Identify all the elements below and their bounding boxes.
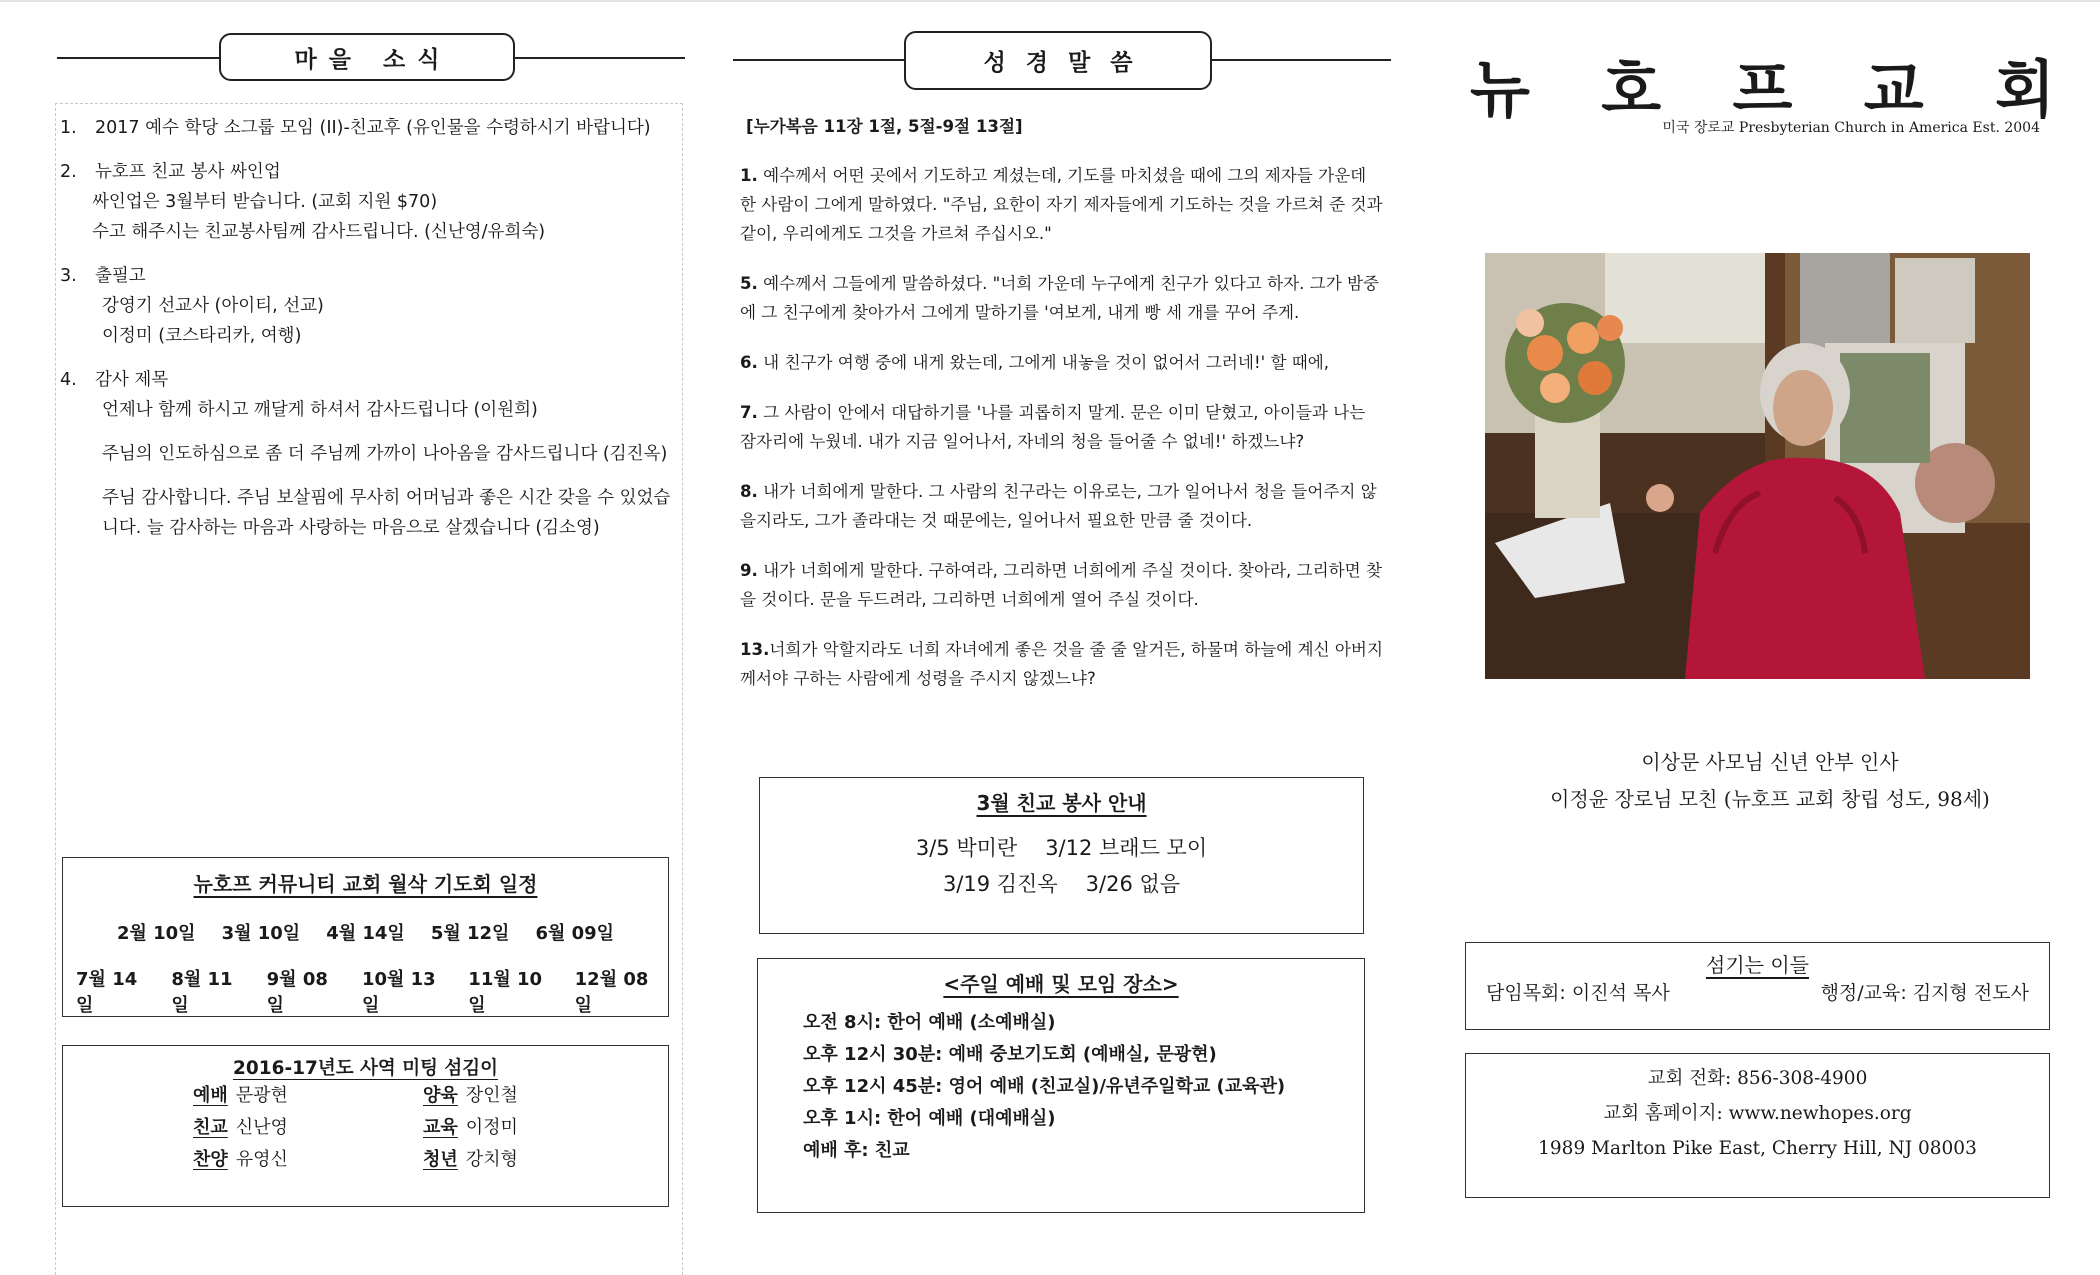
bible-verse — [740, 161, 1385, 248]
church-name-char: 회 — [1995, 53, 2055, 126]
servers-row — [1466, 978, 2049, 1005]
ministry-person: 신난영 — [235, 1117, 288, 1138]
bible-verse — [740, 635, 1385, 693]
verse-text: 예수께서 그들에게 말씀하셨다. "너희 가운데 누구에게 친구가 있다고 하자. 그가 밤중에 그 친구에게 찾아가서 그에게 말하기를 '여보게, 내게 빵 세 개를 꾸어 주게. — [740, 274, 1380, 322]
news-item-header — [60, 157, 680, 187]
prayer-date: 8월 11일 — [171, 969, 233, 1016]
ministry-entry — [423, 1080, 623, 1112]
servers-admin: 행정/교육: 김지형 전도사 — [1820, 982, 2029, 1004]
servers-title: 섬기는 이들 — [1706, 953, 1809, 977]
servers-box — [1465, 942, 2050, 1030]
worship-lines — [758, 1007, 1364, 1167]
verse-text: 내가 너희에게 말한다. 구하여라, 그리하면 너희에게 주실 것이다. 찾아라, 그리하면 찾을 것이다. 문을 두드려라, 그리하면 너희에게 열어 주실 것이다. — [740, 561, 1382, 609]
ministry-meeting-title: 2016-17년도 사역 미팅 섬김이 — [232, 1058, 499, 1079]
bible-verse — [740, 269, 1385, 327]
church-name-char: 교 — [1863, 53, 1924, 126]
fellowship-entry: 3/19 김진옥 — [942, 872, 1058, 896]
thanks-entry: 주님의 인도하심으로 좀 더 주님께 가까이 나아옴을 감사드립니다 (김진옥) — [102, 444, 668, 464]
ministry-entry — [193, 1080, 423, 1112]
greeting-photo-image — [1485, 253, 2030, 679]
ministry-role: 교육 — [423, 1117, 458, 1138]
fellowship-entry: 3/26 없음 — [1085, 872, 1181, 896]
thanks-entry: 주님 감사합니다. 주님 보살핌에 무사히 어머님과 좋은 시간 갖을 수 있었습니다. 늘 감사하는 마음과 사랑하는 마음으로 살겠습니다 (김소영) — [102, 488, 671, 538]
fellowship-entry: 3/5 박미란 — [915, 836, 1018, 860]
ministry-person: 장인철 — [465, 1085, 518, 1106]
ministry-role: 예배 — [193, 1085, 228, 1106]
prayer-schedule-title: 뉴호프 커뮤니티 교회 월삭 기도회 일정 — [193, 872, 538, 896]
ministry-role: 친교 — [193, 1117, 228, 1138]
church-phone: 교회 전화: 856-308-4900 — [1647, 1068, 1868, 1089]
bible-verse — [740, 398, 1385, 456]
news-list — [60, 113, 680, 557]
verse-text: 예수께서 어떤 곳에서 기도하고 계셨는데, 기도를 마치셨을 때에 그의 제자들 가운데 한 사람이 그에게 말하였다. "주님, 요한이 자기 제자들에게 기도하는 것을 가르쳐 준 것과 같이, 우리에게도 그것을 가르쳐 주십시오." — [740, 166, 1383, 243]
worship-box — [757, 958, 1365, 1213]
ministry-meeting-grid — [193, 1080, 668, 1176]
ministry-role: 양육 — [423, 1085, 458, 1106]
news-title: 마을 소식 — [219, 33, 515, 81]
church-name — [1470, 40, 2055, 129]
verse-text: 내 친구가 여행 중에 내게 왔는데, 그에게 내놓을 것이 없어서 그러네!' 할 때에, — [757, 353, 1330, 372]
bible-verses — [740, 161, 1385, 693]
news-item-header — [60, 113, 680, 143]
news-item — [60, 113, 680, 143]
ministry-role: 청년 — [423, 1149, 458, 1170]
contact-box — [1465, 1053, 2050, 1198]
verse-text: 그 사람이 안에서 대답하기를 '나를 괴롭히지 말게. 문은 이미 닫혔고, 아이들과 나는 잠자리에 누웠네. 내가 지금 일어나서, 자네의 청을 들어줄 수 없네!' 하겠느냐? — [740, 403, 1366, 451]
prayer-schedule-box — [62, 857, 669, 1017]
news-item-title: 2017 예수 학당 소그룹 모임 (II)-친교후 (유인물을 수령하시기 바랍니다) — [95, 118, 651, 138]
bible-verse — [740, 477, 1385, 535]
verse-number: 9. — [740, 561, 758, 580]
bible-reference: [누가복음 11장 1절, 5절-9절 13절] — [746, 117, 1023, 136]
news-item-title: 뉴호프 친교 봉사 싸인업 — [95, 162, 281, 182]
news-item — [60, 261, 680, 351]
ministry-entry — [423, 1112, 623, 1144]
verse-number: 6. — [740, 353, 758, 372]
news-item-number: 2. — [60, 162, 77, 182]
church-name-char: 프 — [1732, 53, 1793, 126]
verse-text: 너희가 악할지라도 너희 자녀에게 좋은 것을 줄 줄 알거든, 하물며 하늘에 계신 아버지께서야 구하는 사람에게 성령을 주시지 않겠느냐? — [740, 640, 1383, 688]
servers-pastor: 담임목회: 이진석 목사 — [1486, 982, 1670, 1004]
prayer-date: 6월 09일 — [535, 923, 615, 944]
prayer-date: 3월 10일 — [221, 923, 301, 944]
prayer-date: 10월 13일 — [361, 969, 436, 1016]
news-item-detail: 수고 해주시는 친교봉사팀께 감사드립니다. (신난영/유희숙) — [92, 222, 546, 242]
news-item-number: 1. — [60, 118, 77, 138]
news-item-detail: 강영기 선교사 (아이티, 선교) — [102, 296, 324, 316]
church-name-char: 뉴 — [1470, 53, 1530, 126]
top-border — [0, 0, 2100, 2]
news-item-detail: 이정미 (코스타리카, 여행) — [102, 326, 302, 346]
ministry-person: 이정미 — [465, 1117, 518, 1138]
ministry-role: 찬양 — [193, 1149, 228, 1170]
prayer-date: 5월 12일 — [430, 923, 510, 944]
ministry-entry — [193, 1144, 423, 1176]
caption-line-2: 이정윤 장로님 모친 (뉴호프 교회 창립 성도, 98세) — [1550, 787, 1990, 811]
verse-number: 8. — [740, 482, 758, 501]
news-item — [60, 157, 680, 247]
bible-title: 성경말씀 — [904, 31, 1212, 90]
ministry-entry — [423, 1144, 623, 1176]
worship-line: 오후 12시 45분: 영어 예배 (친교실)/유년주일학교 (교육관) — [803, 1076, 1286, 1097]
verse-number: 5. — [740, 274, 758, 293]
fellowship-service-box — [759, 777, 1364, 934]
prayer-date: 12월 08일 — [574, 969, 649, 1016]
verse-text: 내가 너희에게 말한다. 그 사람의 친구라는 이유로는, 그가 일어나서 청을 들어주지 않을지라도, 그가 졸라대는 것 때문에는, 일어나서 필요한 만큼 줄 것이다. — [740, 482, 1377, 530]
ministry-person: 유영신 — [235, 1149, 288, 1170]
worship-line: 오후 1시: 한어 예배 (대예배실) — [803, 1108, 1056, 1129]
bible-passage — [740, 112, 1385, 714]
worship-line: 오후 12시 30분: 예배 중보기도회 (예배실, 문광현) — [803, 1044, 1217, 1065]
church-subtitle: 미국 장로교 Presbyterian Church in America Est. 2004 — [1662, 120, 2040, 136]
news-item-title: 감사 제목 — [95, 370, 169, 390]
church-name-char: 호 — [1601, 53, 1662, 126]
caption-line-1: 이상문 사모님 신년 안부 인사 — [1641, 750, 1899, 774]
news-item-detail: 싸인업은 3월부터 받습니다. (교회 지원 $70) — [92, 192, 438, 212]
ministry-meeting-box — [62, 1045, 669, 1207]
news-item-header — [60, 365, 680, 395]
fellowship-entry: 3/12 브래드 모이 — [1045, 836, 1208, 860]
prayer-date: 7월 14일 — [76, 969, 138, 1016]
news-item-number: 3. — [60, 266, 77, 286]
prayer-schedule-row-1 — [63, 919, 668, 945]
church-website[interactable]: 교회 홈페이지: www.newhopes.org — [1603, 1103, 1912, 1124]
church-address: 1989 Marlton Pike East, Cherry Hill, NJ 08003 — [1538, 1138, 1977, 1159]
fellowship-line-1 — [760, 830, 1363, 866]
bible-verse — [740, 556, 1385, 614]
news-item-header — [60, 261, 680, 291]
ministry-entry — [193, 1112, 423, 1144]
news-item — [60, 365, 680, 543]
verse-number: 13. — [740, 640, 770, 659]
ministry-person: 강치형 — [465, 1149, 518, 1170]
verse-number: 7. — [740, 403, 758, 422]
news-item-title: 출필고 — [95, 266, 146, 286]
prayer-schedule-row-2 — [63, 965, 668, 1017]
thanks-entry: 언제나 함께 하시고 깨달게 하셔서 감사드립니다 (이원희) — [102, 400, 538, 420]
prayer-date: 11월 10일 — [468, 969, 543, 1016]
worship-line: 예배 후: 친교 — [803, 1140, 910, 1161]
fellowship-line-2 — [760, 866, 1363, 902]
worship-line: 오전 8시: 한어 예배 (소예배실) — [803, 1012, 1056, 1033]
prayer-date: 9월 08일 — [266, 969, 328, 1016]
photo-caption — [1470, 744, 2070, 818]
bible-verse — [740, 348, 1385, 377]
greeting-photo — [1485, 253, 2030, 679]
news-item-number: 4. — [60, 370, 77, 390]
worship-title: <주일 예배 및 모임 장소> — [943, 972, 1179, 996]
prayer-date: 2월 10일 — [116, 923, 196, 944]
verse-number: 1. — [740, 166, 758, 185]
prayer-date: 4월 14일 — [326, 923, 405, 944]
fellowship-service-title: 3월 친교 봉사 안내 — [976, 791, 1147, 815]
ministry-person: 문광현 — [235, 1085, 288, 1106]
